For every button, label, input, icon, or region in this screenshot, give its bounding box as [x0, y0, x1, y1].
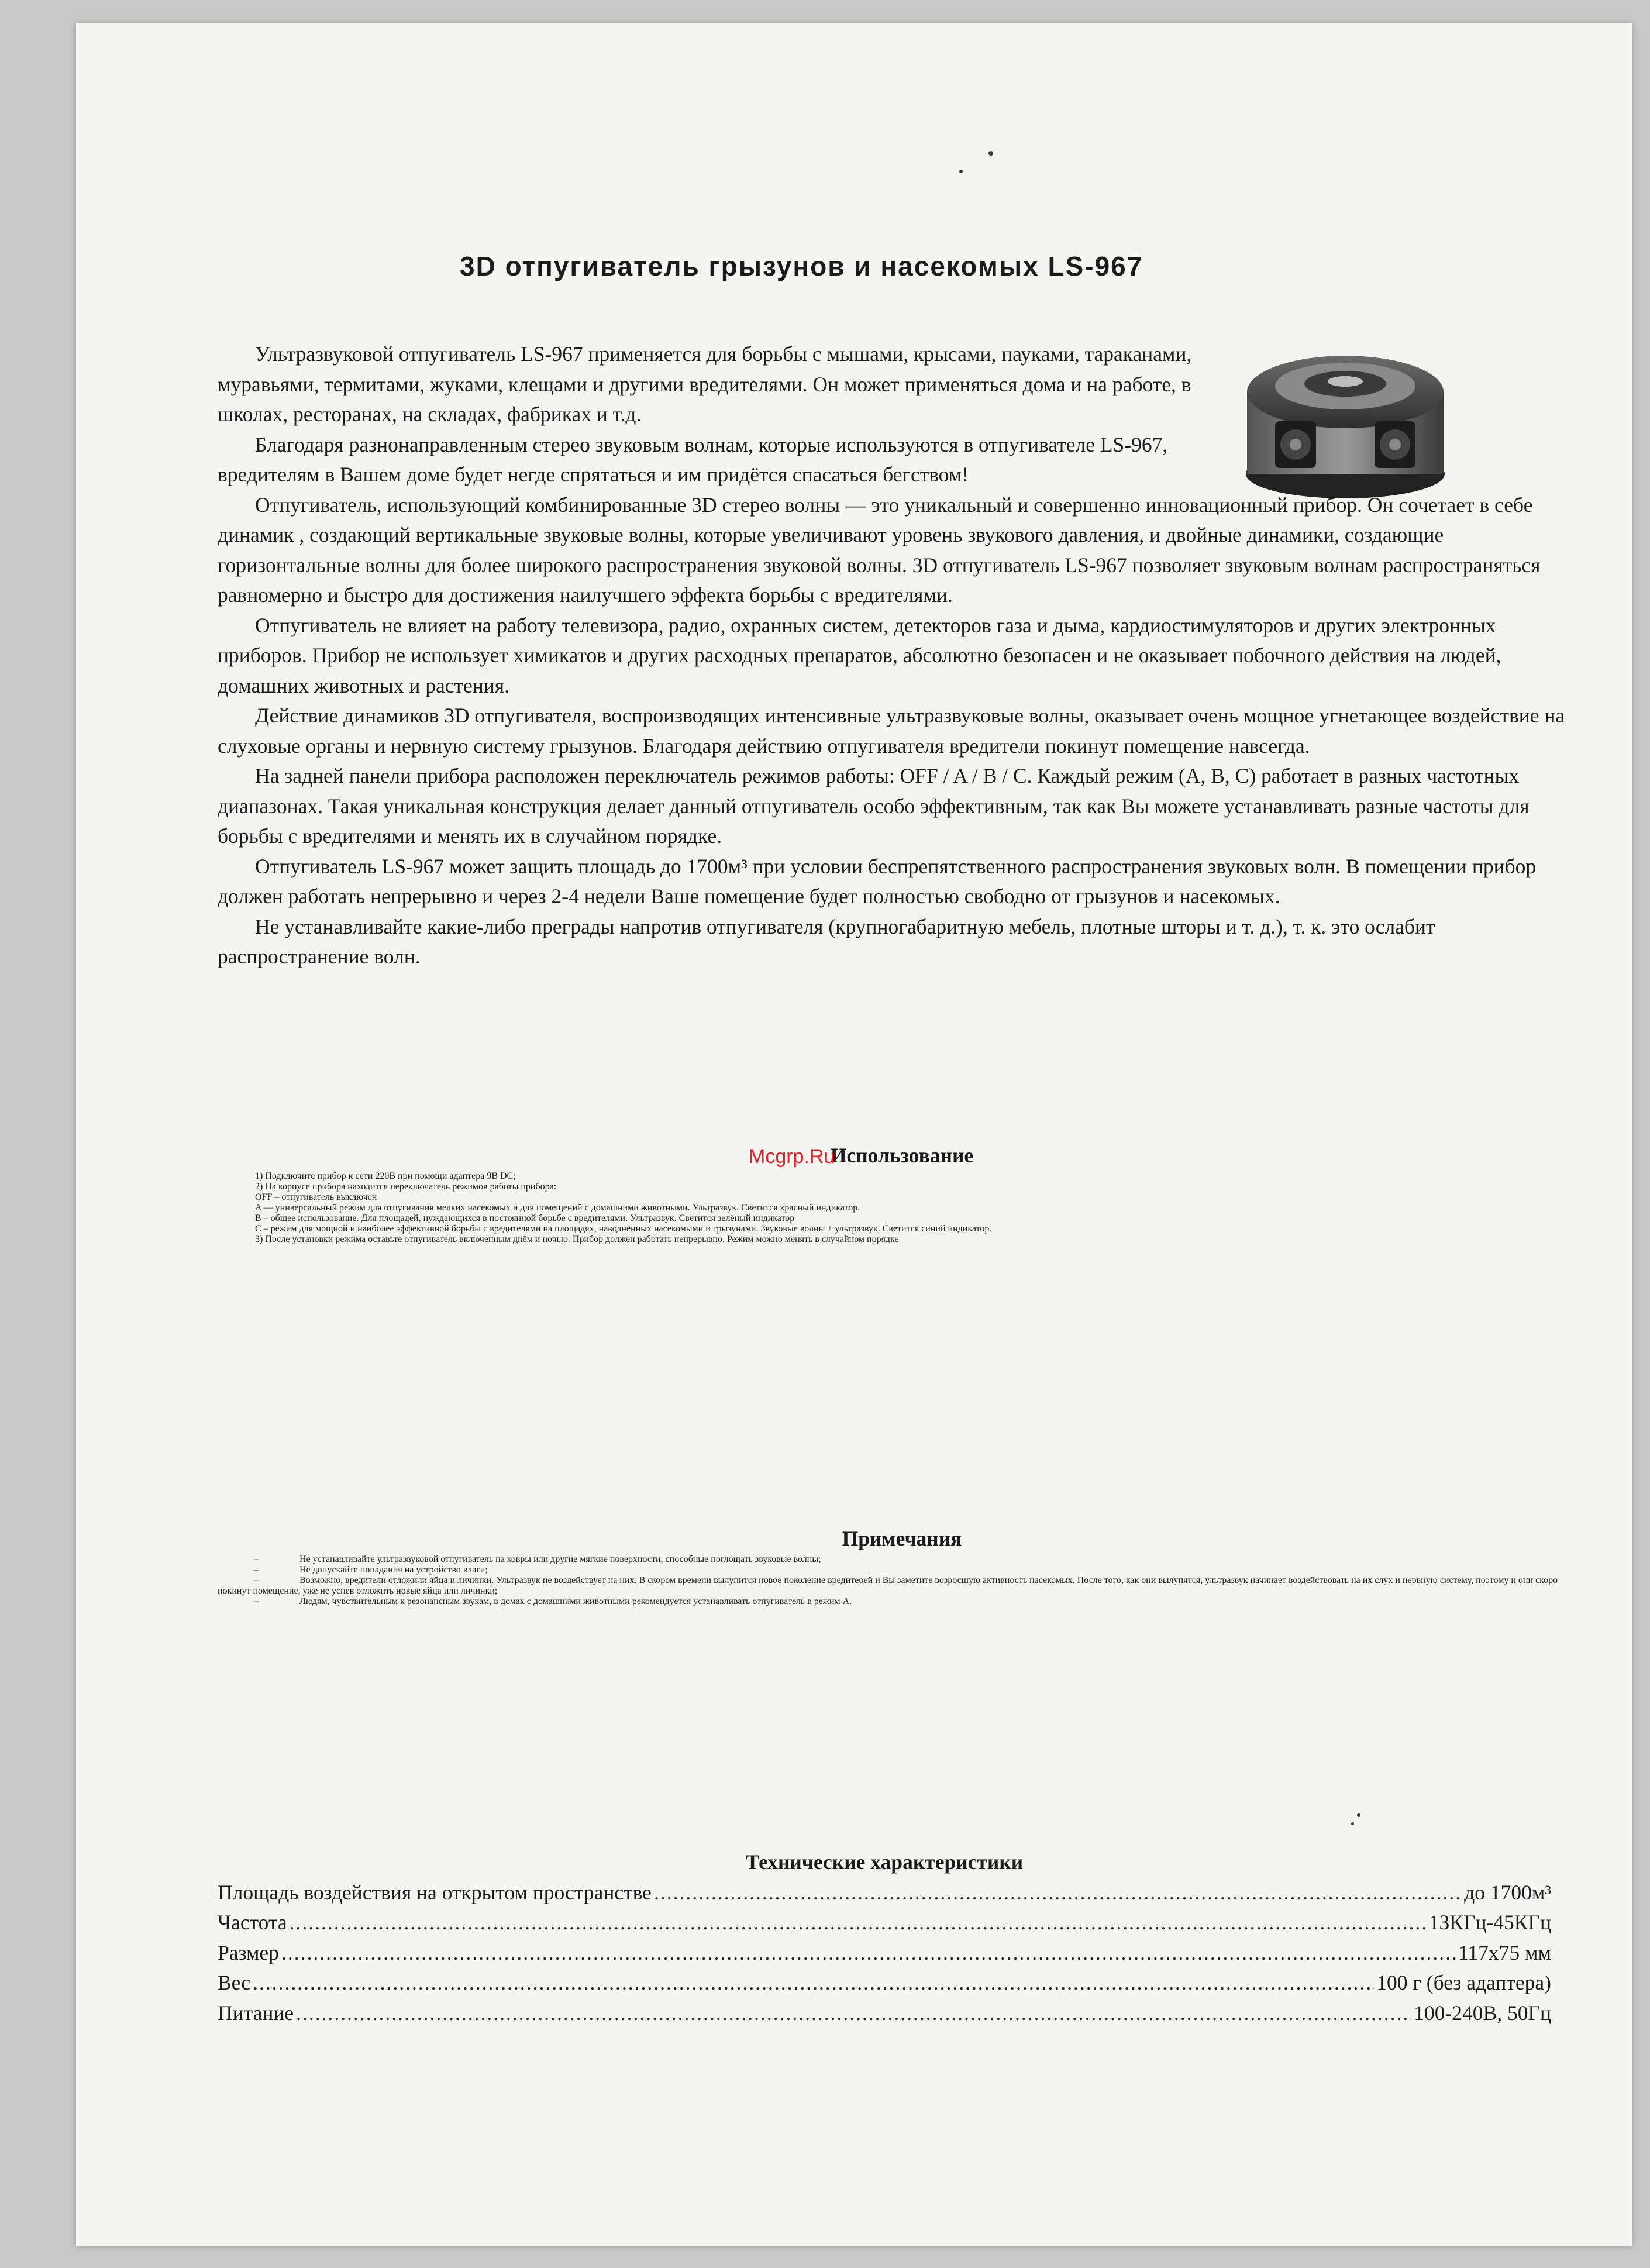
spec-row	[218, 1878, 1551, 1908]
specs-section	[218, 1847, 1551, 2028]
spec-value: 100 г (без адаптера)	[1376, 1971, 1551, 1994]
dash-bullet: –	[254, 1554, 259, 1564]
list-item	[218, 1565, 1586, 1575]
spec-value: 117x75 мм	[1458, 1940, 1551, 1964]
spec-value: 13КГц-45КГц	[1428, 1911, 1551, 1934]
note-text: Возможно, вредители отложили яйца и личинки. Ультразвук не воздействует на них. В скором времени вылупится новое поколение вредитеоей и Вы заметите возросшую активность насекомых. После того, как они вылупятся, ультразвук начинает воздействовать на их слух и нервную систему, поэтому и они скоро покинут помещение, уже не успев отложить новые яйца или личинки;	[218, 1575, 1558, 1596]
list-item	[218, 1575, 1586, 1596]
document-page	[76, 23, 1632, 2246]
usage-list	[218, 1171, 1586, 1245]
dash-bullet: –	[254, 1575, 259, 1585]
spec-value: 100-240В, 50Гц	[1414, 2001, 1551, 2025]
spec-label: Питание	[218, 2001, 294, 2025]
paragraph: Не устанавливайте какие-либо преграды напротив отпугивателя (крупногабаритную мебель, плотные шторы и т. д.), т. к. это ослабит распространение волн.	[218, 914, 1435, 968]
spec-label: Площадь воздействия на открытом пространстве	[218, 1880, 652, 1904]
dash-bullet: –	[254, 1564, 259, 1575]
specs-title: Технические характеристики	[745, 1850, 1024, 1874]
paragraph: Отпугиватель, использующий комбинированные 3D стерео волны — это уникальный и совершенно инновационный прибор. Он сочетает в себе динамик , создающий вертикальные звуковые волны, которые увеличивают уровень звукового давления, и двойные динамики, создающие горизонтальные волны для более широкого распространения звуковой волны. 3D отпугиватель LS-967 позволяет звуковым волнам распространяться равномерно и быстро для достижения наилучшего эффекта борьбы с вредителями.	[218, 493, 1541, 607]
list-item: 1) Подключите прибор к сети 220В при помощи адаптера 9В DC;	[255, 1171, 516, 1181]
speck	[988, 151, 993, 156]
usage-section	[218, 1141, 1586, 1245]
spec-row	[218, 1968, 1551, 1998]
paragraph: На задней панели прибора расположен переключатель режимов работы: OFF / A / B / C. Каждый режим (A, B, C) работает в разных частотных диапазонах. Такая уникальная конструкция делает данный отпугиватель особо эффективным, так как Вы можете устанавливать разные частоты для борьбы с вредителями и менять их в случайном порядке.	[218, 764, 1530, 848]
paragraph: Действие динамиков 3D отпугивателя, воспроизводящих интенсивные ультразвуковые волны, оказывает очень мощное угнетающее воздействие на слуховые органы и нервную систему грызунов. Благодаря действию отпугивателя вредители покинут помещение навсегда.	[218, 704, 1565, 758]
list-item: 3) После установки режима оставьте отпугиватель включенным днём и ночью. Прибор должен работать непрерывно. Режим можно менять в случайном порядке.	[255, 1234, 901, 1244]
watermark: Mcgrp.Ru	[749, 1145, 835, 1168]
dot-leader	[290, 1908, 1427, 1938]
usage-title: Использование	[830, 1144, 974, 1167]
note-text: Не устанавливайте ультразвуковой отпугиватель на ковры или другие мягкие поверхности, способные поглощать звуковые волны;	[299, 1554, 821, 1564]
dot-leader	[281, 1938, 1456, 1968]
speck	[1351, 1822, 1354, 1825]
dot-leader	[296, 1998, 1411, 2029]
spec-row	[218, 1938, 1551, 1968]
spec-label: Размер	[218, 1940, 279, 1964]
paragraph: Благодаря разнонаправленным стерео звуковым волнам, которые используются в отпугивателе LS-967, вредителям в Вашем доме будет негде спрятаться и им придётся спасаться бегством!	[218, 432, 1168, 486]
paragraph: Отпугиватель не влияет на работу телевизора, радио, охранных систем, детекторов газа и дыма, кардиостимуляторов и других электронных приборов. Прибор не использует химикатов и других расходных препаратов, абсолютно безопасен и не оказывает побочного действия на людей, домашних животных и растения.	[218, 613, 1501, 697]
list-item: 2) На корпусе прибора находится переключатель режимов работы прибора:	[255, 1181, 557, 1192]
speck	[959, 170, 963, 173]
notes-section	[218, 1524, 1586, 1607]
notes-list	[218, 1554, 1586, 1607]
note-text: Людям, чувствительным к резонансным звукам, в домах с домашними животными рекомендуется устанавливать отпугиватель в режим A.	[299, 1596, 852, 1606]
spec-value: до 1700м³	[1464, 1880, 1551, 1904]
list-item	[218, 1596, 1586, 1607]
notes-title: Примечания	[842, 1527, 962, 1550]
document-title: 3D отпугиватель грызунов и насекомых LS-967	[460, 251, 1143, 281]
list-item: A — универсальный режим для отпугивания мелких насекомых и для помещений с домашними животными. Ультразвук. Светится красный индикатор.	[255, 1202, 860, 1213]
spec-row	[218, 1908, 1551, 1938]
dot-leader	[654, 1878, 1462, 1908]
paragraph: Отпугиватель LS-967 может защить площадь до 1700м³ при условии беспрепятственного распространения звуковых волн. В помещении прибор должен работать непрерывно и через 2-4 недели Ваше помещение будет полностью свободно от грызунов и насекомых.	[218, 854, 1537, 908]
spec-row	[218, 1998, 1551, 2029]
dash-bullet: –	[254, 1596, 259, 1606]
intro-text	[218, 339, 1586, 972]
list-item: OFF – отпугиватель выключен	[255, 1192, 377, 1202]
note-text: Не допускайте попадания на устройство влаги;	[299, 1564, 488, 1575]
list-item: C – режим для мощной и наиболее эффективной борьбы с вредителями на площадях, наводнённых насекомыми и грызунами. Звуковые волны + ультразвук. Светится синий индикатор.	[255, 1223, 992, 1234]
paragraph: Ультразвуковой отпугиватель LS-967 применяется для борьбы с мышами, крысами, пауками, тараканами, муравьями, термитами, жуками, клещами и другими вредителями. Он может применяться дома и на работе, в школах, ресторанах, на складах, фабриках и т.д.	[218, 342, 1192, 426]
spec-label: Частота	[218, 1911, 287, 1934]
list-item: B – общее использование. Для площадей, нуждающихся в постоянной борьбе с вредителями. Ультразвук. Светится зелёный индикатор	[255, 1213, 795, 1223]
list-item	[218, 1554, 1586, 1565]
spec-label: Вес	[218, 1971, 251, 1994]
dot-leader	[253, 1968, 1374, 1998]
speck	[1357, 1813, 1360, 1817]
